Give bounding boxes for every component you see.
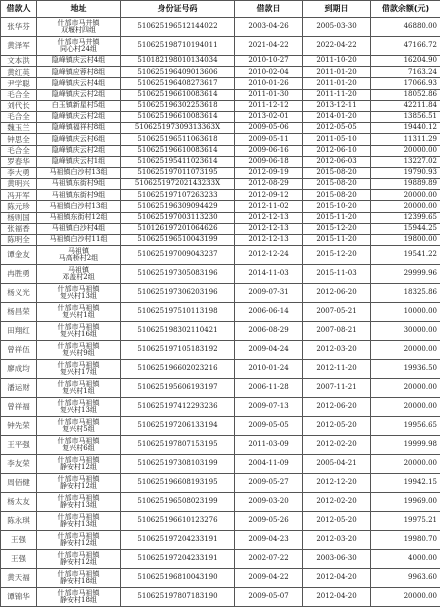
loan-date-cell: 2009-05-11 xyxy=(235,134,303,145)
table-row xyxy=(1,341,440,360)
due-date-cell: 2012-02-20 xyxy=(303,436,371,455)
id-number-cell: 510625196602023216 xyxy=(121,360,235,379)
id-number-cell: 51062519651214402​2 xyxy=(121,18,235,37)
loan-date-cell: 2012-12-13 xyxy=(235,235,303,246)
loan-date-cell: 2009-07-13 xyxy=(235,398,303,417)
borrower-cell: 毛合全 xyxy=(1,145,37,156)
due-date-cell: 2011-01-20 xyxy=(303,78,371,89)
address-cell: 马祖镇白沙村11组 xyxy=(37,235,121,246)
borrower-cell: 张福香 xyxy=(1,223,37,234)
loan-date-cell: 2009-04-22 xyxy=(235,569,303,588)
table-body xyxy=(1,18,440,607)
table-row xyxy=(1,123,440,134)
borrower-cell: 黄红英 xyxy=(1,67,37,78)
table-row xyxy=(1,474,440,493)
id-number-cell: 510625196810043190 xyxy=(121,569,235,588)
header-id-number: 身份证号码 xyxy=(121,1,235,18)
balance-cell: 11311.29 xyxy=(371,134,440,145)
balance-cell: 19889.89 xyxy=(371,179,440,190)
borrower-cell: 罗春华 xyxy=(1,156,37,167)
balance-cell: 20000.00 xyxy=(371,455,440,474)
table-row xyxy=(1,531,440,550)
due-date-cell: 2012-06-10 xyxy=(303,145,371,156)
balance-cell: 42211.84 xyxy=(371,100,440,111)
id-number-cell: 510625196409013606 xyxy=(121,67,235,78)
table-row xyxy=(1,134,440,145)
borrower-cell: 廖成均 xyxy=(1,360,37,379)
id-number-cell: 510182198010134034 xyxy=(121,56,235,67)
table-row xyxy=(1,550,440,569)
balance-cell: 29999.96 xyxy=(371,265,440,284)
borrower-cell: 钟思全 xyxy=(1,134,37,145)
table-row xyxy=(1,212,440,223)
borrower-cell: 杨昌荣 xyxy=(1,303,37,322)
borrower-cell: 李大勇 xyxy=(1,167,37,178)
address-cell: 什邡市马祖镇 静安村12组 xyxy=(37,550,121,569)
table-row xyxy=(1,18,440,37)
table-row xyxy=(1,569,440,588)
address-cell: 什邡市马祖镇 静安村12组 xyxy=(37,455,121,474)
address-cell: 马祖镇东街村9组 xyxy=(37,190,121,201)
table-row xyxy=(1,56,440,67)
id-number-cell: 510625197807183190 xyxy=(121,588,235,607)
id-number-cell: 510625196610083614 xyxy=(121,145,235,156)
header-balance: 借款余额(元) xyxy=(371,1,440,18)
due-date-cell: 2003-06-30 xyxy=(303,550,371,569)
borrower-cell: 黄明兴 xyxy=(1,179,37,190)
loan-date-cell: 2009-04-24 xyxy=(235,341,303,360)
table-row xyxy=(1,436,440,455)
id-number-cell: 510625196610083614 xyxy=(121,89,235,100)
header-loan-date: 借款日 xyxy=(235,1,303,18)
address-cell: 隐峰镇庆云村2组 xyxy=(37,111,121,122)
due-date-cell: 2012-05-05 xyxy=(303,123,371,134)
borrower-cell: 杨太友 xyxy=(1,493,37,512)
borrower-cell: 钟先荣 xyxy=(1,417,37,436)
address-cell: 马祖镇东街村9组 xyxy=(37,179,121,190)
balance-cell: 13856.51 xyxy=(371,111,440,122)
id-number-cell: 510625195606193197 xyxy=(121,379,235,398)
id-number-cell: 510625197309313363X xyxy=(121,123,235,134)
due-date-cell: 2007-05-21 xyxy=(303,303,371,322)
id-number-cell: 510625196608193195 xyxy=(121,474,235,493)
borrower-cell: 王平强 xyxy=(1,436,37,455)
address-cell: 隐峰镇庆云村2组 xyxy=(37,89,121,100)
loan-date-cell: 2009-05-27 xyxy=(235,474,303,493)
due-date-cell: 2011-11-20 xyxy=(303,89,371,100)
borrower-cell: 毛合全 xyxy=(1,111,37,122)
loan-date-cell: 2006-06-14 xyxy=(235,303,303,322)
address-cell: 什邡市马祖镇 复兴村1组 xyxy=(37,303,121,322)
table-row xyxy=(1,167,440,178)
due-date-cell: 2012-06-03 xyxy=(303,156,371,167)
loan-date-cell: 2011-01-30 xyxy=(235,89,303,100)
address-cell: 隐峰镇庆云村1组 xyxy=(37,156,121,167)
table-row xyxy=(1,89,440,100)
due-date-cell: 2012-12-20 xyxy=(303,474,371,493)
address-cell: 什邡市马祖镇 复兴村13组 xyxy=(37,398,121,417)
table-row xyxy=(1,360,440,379)
balance-cell: 20000.00 xyxy=(371,588,440,607)
address-cell: 什邡市马祖镇 静安村12组 xyxy=(37,474,121,493)
loan-date-cell: 2012-12-13 xyxy=(235,223,303,234)
balance-cell: 19936.50 xyxy=(371,360,440,379)
id-number-cell: 510625196302253618 xyxy=(121,100,235,111)
id-number-cell: 510625197412293236 xyxy=(121,398,235,417)
id-number-cell: 510625197204233191 xyxy=(121,531,235,550)
borrower-cell: 陈元珍 xyxy=(1,201,37,212)
table-row xyxy=(1,111,440,122)
table-row xyxy=(1,67,440,78)
balance-cell: 19541.22 xyxy=(371,246,440,265)
due-date-cell: 2012-03-20 xyxy=(303,341,371,360)
id-number-cell: 510625196408273617 xyxy=(121,78,235,89)
due-date-cell: 2012-05-20 xyxy=(303,417,371,436)
loan-date-cell: 2013-02-01 xyxy=(235,111,303,122)
loan-date-cell: 2009-05-06 xyxy=(235,123,303,134)
due-date-cell: 2012-06-20 xyxy=(303,398,371,417)
borrower-cell: 田翔红 xyxy=(1,322,37,341)
id-number-cell: 510625196510043199 xyxy=(121,235,235,246)
address-cell: 什邡市马祖镇 静安村18组 xyxy=(37,588,121,607)
address-cell: 白玉镇新星村5组 xyxy=(37,100,121,111)
id-number-cell: 510625197306203196 xyxy=(121,284,235,303)
balance-cell: 19999.98 xyxy=(371,436,440,455)
due-date-cell: 2011-01-20 xyxy=(303,67,371,78)
due-date-cell: 2015-08-20 xyxy=(303,179,371,190)
id-number-cell: 510625198302110421 xyxy=(121,322,235,341)
id-number-cell: 510625195411023614 xyxy=(121,156,235,167)
due-date-cell: 2012-02-20 xyxy=(303,493,371,512)
table-row xyxy=(1,512,440,531)
balance-cell: 10000.00 xyxy=(371,303,440,322)
balance-cell: 16204.90 xyxy=(371,56,440,67)
address-cell: 隐峰镇庆云村2组 xyxy=(37,145,121,156)
address-cell: 什邡市马祖镇 静安村12组 xyxy=(37,531,121,550)
table-row xyxy=(1,284,440,303)
table-row xyxy=(1,322,440,341)
loan-date-cell: 2009-05-26 xyxy=(235,512,303,531)
balance-cell: 9963.60 xyxy=(371,569,440,588)
address-cell: 什邡市马祖镇 复兴村1组 xyxy=(37,379,121,398)
loan-date-cell: 2009-07-31 xyxy=(235,284,303,303)
balance-cell: 19440.12 xyxy=(371,123,440,134)
balance-cell: 19980.70 xyxy=(371,531,440,550)
borrower-cell: 曾祥福 xyxy=(1,398,37,417)
balance-cell: 18325.86 xyxy=(371,284,440,303)
id-number-cell: 510625197204233191 xyxy=(121,550,235,569)
id-number-cell: 510625197308103199 xyxy=(121,455,235,474)
balance-cell: 19800.00 xyxy=(371,235,440,246)
loan-date-cell: 2009-03-20 xyxy=(235,493,303,512)
due-date-cell: 2015-12-20 xyxy=(303,246,371,265)
header-due-date: 到期日 xyxy=(303,1,371,18)
address-cell: 隐峰镇福祥村8组 xyxy=(37,123,121,134)
loan-date-cell: 2012-08-29 xyxy=(235,179,303,190)
borrower-cell: 谭金友 xyxy=(1,246,37,265)
balance-cell: 19790.93 xyxy=(371,167,440,178)
address-cell: 什邡市马祖镇 复兴村17组 xyxy=(37,360,121,379)
address-cell: 隐峰镇庆云村4组 xyxy=(37,56,121,67)
due-date-cell: 2012-04-20 xyxy=(303,569,371,588)
borrower-cell: 魏玉兰 xyxy=(1,123,37,134)
loan-date-cell: 2012-11-02 xyxy=(235,201,303,212)
due-date-cell: 2012-11-20 xyxy=(303,360,371,379)
loan-date-cell: 2009-05-05 xyxy=(235,417,303,436)
balance-cell: 18052.86 xyxy=(371,89,440,100)
borrower-cell: 周佰健 xyxy=(1,474,37,493)
id-number-cell: 510625196511063618 xyxy=(121,134,235,145)
address-cell: 马祖镇白沙村13组 xyxy=(37,201,121,212)
table-row xyxy=(1,156,440,167)
due-date-cell: 2015-12-20 xyxy=(303,223,371,234)
table-row xyxy=(1,100,440,111)
borrower-cell: 王强 xyxy=(1,531,37,550)
address-cell: 什邡市马祖镇 复兴村5组 xyxy=(37,417,121,436)
loan-date-cell: 2006-11-28 xyxy=(235,379,303,398)
loan-date-cell: 2010-02-04 xyxy=(235,67,303,78)
balance-cell: 7163.24 xyxy=(371,67,440,78)
loan-date-cell: 2010-01-24 xyxy=(235,360,303,379)
borrower-cell: 陈永琪 xyxy=(1,512,37,531)
balance-cell: 30000.00 xyxy=(371,322,440,341)
balance-cell: 12399.65 xyxy=(371,212,440,223)
address-cell: 什邡市马祖镇 复兴村13组 xyxy=(37,284,121,303)
due-date-cell: 2005-04-21 xyxy=(303,455,371,474)
address-cell: 马祖镇白沙村13组 xyxy=(37,167,121,178)
address-cell: 什邡市马井镇 同心村24组 xyxy=(37,37,121,56)
due-date-cell: 2015-08-20 xyxy=(303,190,371,201)
balance-cell: 17066.93 xyxy=(371,78,440,89)
due-date-cell: 2005-03-30 xyxy=(303,18,371,37)
balance-cell: 19975.21 xyxy=(371,512,440,531)
due-date-cell: 2007-08-21 xyxy=(303,322,371,341)
id-number-cell: 510625196610123276 xyxy=(121,512,235,531)
due-date-cell: 2013-12-11 xyxy=(303,100,371,111)
address-cell: 什邡市马祖镇 静安村13组 xyxy=(37,493,121,512)
loan-date-cell: 2010-10-27 xyxy=(235,56,303,67)
header-row xyxy=(1,1,440,18)
borrower-cell: 王强 xyxy=(1,550,37,569)
balance-cell: 46880.00 xyxy=(371,18,440,37)
balance-cell: 20000.00 xyxy=(371,190,440,201)
loan-date-cell: 2009-05-07 xyxy=(235,588,303,607)
id-number-cell: 510625197107263233 xyxy=(121,190,235,201)
table-row xyxy=(1,493,440,512)
borrower-cell: 曾祥伍 xyxy=(1,341,37,360)
table-row xyxy=(1,398,440,417)
loan-date-cell: 2006-08-29 xyxy=(235,322,303,341)
id-number-cell: 510625197202143233X xyxy=(121,179,235,190)
table-row xyxy=(1,37,440,56)
table-row xyxy=(1,265,440,284)
address-cell: 什邡市马祖镇 复兴村6组 xyxy=(37,436,121,455)
table-row xyxy=(1,246,440,265)
address-cell: 什邡市马井镇 双堰村四组 xyxy=(37,18,121,37)
borrower-cell: 文本洪 xyxy=(1,56,37,67)
address-cell: 什邡市马祖镇 静安村13组 xyxy=(37,512,121,531)
id-number-cell: 510625196309094429 xyxy=(121,201,235,212)
id-number-cell: 510625198710194011 xyxy=(121,37,235,56)
borrower-cell: 冯开军 xyxy=(1,190,37,201)
loan-date-cell: 2014-11-03 xyxy=(235,265,303,284)
borrower-cell: 谭锦华 xyxy=(1,588,37,607)
borrower-cell: 张华芬 xyxy=(1,18,37,37)
loan-date-cell: 2010-01-26 xyxy=(235,78,303,89)
table-row xyxy=(1,145,440,156)
loan-date-cell: 2002-07-22 xyxy=(235,550,303,569)
borrower-cell: 杨义光 xyxy=(1,284,37,303)
id-number-cell: 510625197305083196 xyxy=(121,265,235,284)
table-row xyxy=(1,201,440,212)
due-date-cell: 2015-11-03 xyxy=(303,265,371,284)
loan-date-cell: 2012-09-19 xyxy=(235,167,303,178)
borrower-cell: 李友荣 xyxy=(1,455,37,474)
balance-cell: 20000.00 xyxy=(371,201,440,212)
address-cell: 马祖镇 马高桥村2组 xyxy=(37,246,121,265)
balance-cell: 47166.72 xyxy=(371,37,440,56)
balance-cell: 19942.15 xyxy=(371,474,440,493)
balance-cell: 20000.00 xyxy=(371,379,440,398)
id-number-cell: 510625197011073195 xyxy=(121,167,235,178)
loan-date-cell: 2012-09-12 xyxy=(235,190,303,201)
table-row xyxy=(1,235,440,246)
loan-date-cell: 2011-03-09 xyxy=(235,436,303,455)
balance-cell: 20000.00 xyxy=(371,341,440,360)
loan-date-cell: 2004-11-09 xyxy=(235,455,303,474)
address-cell: 什邡市马祖镇 静安村18组 xyxy=(37,569,121,588)
balance-cell: 19969.00 xyxy=(371,493,440,512)
balance-cell: 20000.00 xyxy=(371,145,440,156)
due-date-cell: 2015-11-20 xyxy=(303,212,371,223)
address-cell: 马祖镇白沙村4组 xyxy=(37,223,121,234)
table-row xyxy=(1,417,440,436)
table-row xyxy=(1,455,440,474)
due-date-cell: 2022-04-22 xyxy=(303,37,371,56)
address-cell: 隐峰镇应蓉村8组 xyxy=(37,67,121,78)
table-row xyxy=(1,303,440,322)
id-number-cell: 510625197206133194 xyxy=(121,417,235,436)
header-borrower: 借款人 xyxy=(1,1,37,18)
borrower-cell: 尹学聪 xyxy=(1,78,37,89)
borrower-cell: 冉胜勇 xyxy=(1,265,37,284)
borrower-cell: 毛合全 xyxy=(1,89,37,100)
loan-date-cell: 2009-06-18 xyxy=(235,156,303,167)
table-row xyxy=(1,223,440,234)
due-date-cell: 2015-11-20 xyxy=(303,235,371,246)
due-date-cell: 2011-05-10 xyxy=(303,134,371,145)
borrower-cell: 刘代长 xyxy=(1,100,37,111)
loan-date-cell: 2009-04-23 xyxy=(235,531,303,550)
borrower-cell: 陈明全 xyxy=(1,235,37,246)
due-date-cell: 2012-03-20 xyxy=(303,531,371,550)
balance-cell: 15944.25 xyxy=(371,223,440,234)
borrower-cell: 潘运财 xyxy=(1,379,37,398)
borrower-cell: 黄天福 xyxy=(1,569,37,588)
id-number-cell: 510625196508023199 xyxy=(121,493,235,512)
loan-date-cell: 2012-12-13 xyxy=(235,212,303,223)
loan-date-cell: 2003-04-26 xyxy=(235,18,303,37)
address-cell: 马祖镇东街村12组 xyxy=(37,212,121,223)
borrower-cell: 黄泽军 xyxy=(1,37,37,56)
id-number-cell: 510625197807153195 xyxy=(121,436,235,455)
address-cell: 隐峰镇庆云村4组 xyxy=(37,78,121,89)
balance-cell: 20000.00 xyxy=(371,398,440,417)
loan-date-cell: 2011-12-12 xyxy=(235,100,303,111)
address-cell: 隐峰镇庆云村6组 xyxy=(37,134,121,145)
id-number-cell: 510625197510113198 xyxy=(121,303,235,322)
due-date-cell: 2015-10-20 xyxy=(303,201,371,212)
due-date-cell: 2012-06-20 xyxy=(303,284,371,303)
balance-cell: 4000.00 xyxy=(371,550,440,569)
loan-date-cell: 2012-12-24 xyxy=(235,246,303,265)
address-cell: 什邡市马祖镇 复兴村9组 xyxy=(37,341,121,360)
id-number-cell: 510625197105183192 xyxy=(121,341,235,360)
due-date-cell: 2007-11-21 xyxy=(303,379,371,398)
table-row xyxy=(1,179,440,190)
id-number-cell: 510625196610083614 xyxy=(121,111,235,122)
header-address: 地址 xyxy=(37,1,121,18)
address-cell: 什邡市马祖镇 复兴村16组 xyxy=(37,322,121,341)
due-date-cell: 2012-05-20 xyxy=(303,512,371,531)
table-row xyxy=(1,379,440,398)
id-number-cell: 510126197201064626 xyxy=(121,223,235,234)
due-date-cell: 2011-10-20 xyxy=(303,56,371,67)
table-row xyxy=(1,78,440,89)
due-date-cell: 2014-01-20 xyxy=(303,111,371,122)
address-cell: 马祖镇 邓盖村2组 xyxy=(37,265,121,284)
borrower-cell: 杨则国 xyxy=(1,212,37,223)
due-date-cell: 2012-04-20 xyxy=(303,588,371,607)
loan-date-cell: 2009-06-16 xyxy=(235,145,303,156)
id-number-cell: 510625197003113230 xyxy=(121,212,235,223)
due-date-cell: 2015-08-20 xyxy=(303,167,371,178)
id-number-cell: 510625197009043237 xyxy=(121,246,235,265)
loan-date-cell: 2021-04-22 xyxy=(235,37,303,56)
table-row xyxy=(1,190,440,201)
table-row xyxy=(1,588,440,607)
balance-cell: 13227.02 xyxy=(371,156,440,167)
balance-cell: 19956.65 xyxy=(371,417,440,436)
